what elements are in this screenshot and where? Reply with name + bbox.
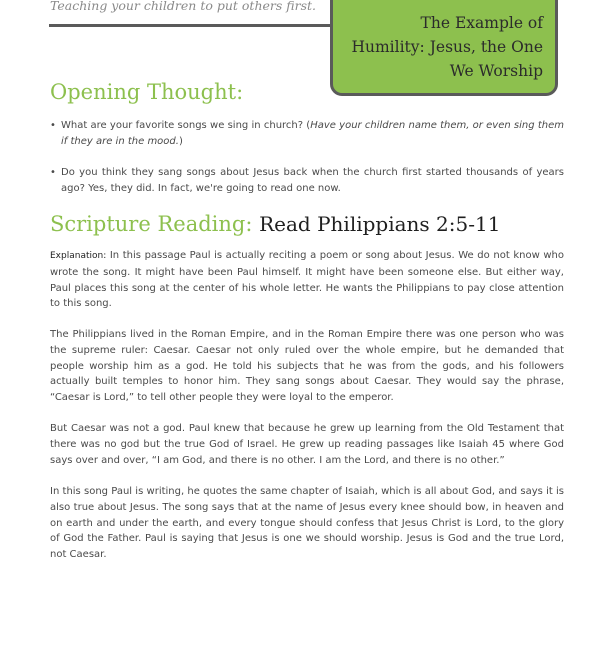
bullet-item bbox=[50, 165, 564, 197]
lesson-title: The Example of Humility: Jesus, the One We Worship bbox=[351, 14, 543, 80]
bullet-text: Do you think they sang songs about Jesus back when the church first started thousands of years ago? Yes, they did. In fact, we're going to read one now. bbox=[61, 167, 564, 194]
bullet-marker: • bbox=[50, 167, 56, 178]
scripture-reference: Read Philippians 2:5-11 bbox=[259, 212, 501, 236]
header-divider bbox=[49, 24, 333, 27]
explanation-paragraph bbox=[50, 248, 564, 312]
body-paragraph: But Caesar was not a god. Paul knew that because he grew up learning from the Old Testament that there was no god but the true God of Israel. He grew up reading passages like Isaiah 45 where God says over and over, “I am God, and there is no other. I am the Lord, and there is no other.” bbox=[50, 423, 564, 466]
explanation-label: Explanation: bbox=[50, 251, 107, 261]
lesson-tagline: Teaching your children to put others first. bbox=[50, 0, 316, 13]
bullet-text: What are your favorite songs we sing in church? (Have your children name them, or even sing them if they are in the mood.) bbox=[61, 120, 564, 147]
bullet-marker: • bbox=[50, 120, 56, 131]
paragraph-text: In this passage Paul is actually reciting a poem or song about Jesus. We do not know who wrote the song. It might have been Paul himself. It might have been someone else. But either way, Paul places this song at the center of his whole letter. He wants the Philippians to pay close attention to this song. bbox=[50, 250, 564, 310]
body-paragraph: In this song Paul is writing, he quotes the same chapter of Isaiah, which is all about God, and says it is also true about Jesus. The song says that at the name of Jesus every knee should bow, in heaven and on earth and under the earth, and every tongue should confess that Jesus Christ is Lord, to the glory of God the Father. Paul is saying that Jesus is one we should worship. Jesus is God and the true Lord, not Caesar. bbox=[50, 486, 564, 561]
opening-thought-heading: Opening Thought: bbox=[50, 80, 244, 104]
body-paragraph: The Philippians lived in the Roman Empire, and in the Roman Empire there was one person who was the supreme ruler: Caesar. Caesar not only ruled over the whole empire, but he demanded that people worship him as a god. He told his subjects that he was from the gods, and his followers actually built temples to honor him. They sang songs about Caesar. They would say the phrase, “Caesar is Lord,” to tell other people they were loyal to the emperor. bbox=[50, 329, 564, 404]
scripture-reading-heading bbox=[50, 212, 500, 236]
scripture-heading-label: Scripture Reading: bbox=[50, 212, 253, 236]
bullet-item bbox=[50, 118, 564, 150]
lesson-title-box bbox=[330, 0, 558, 96]
lesson-number bbox=[343, 0, 543, 3]
